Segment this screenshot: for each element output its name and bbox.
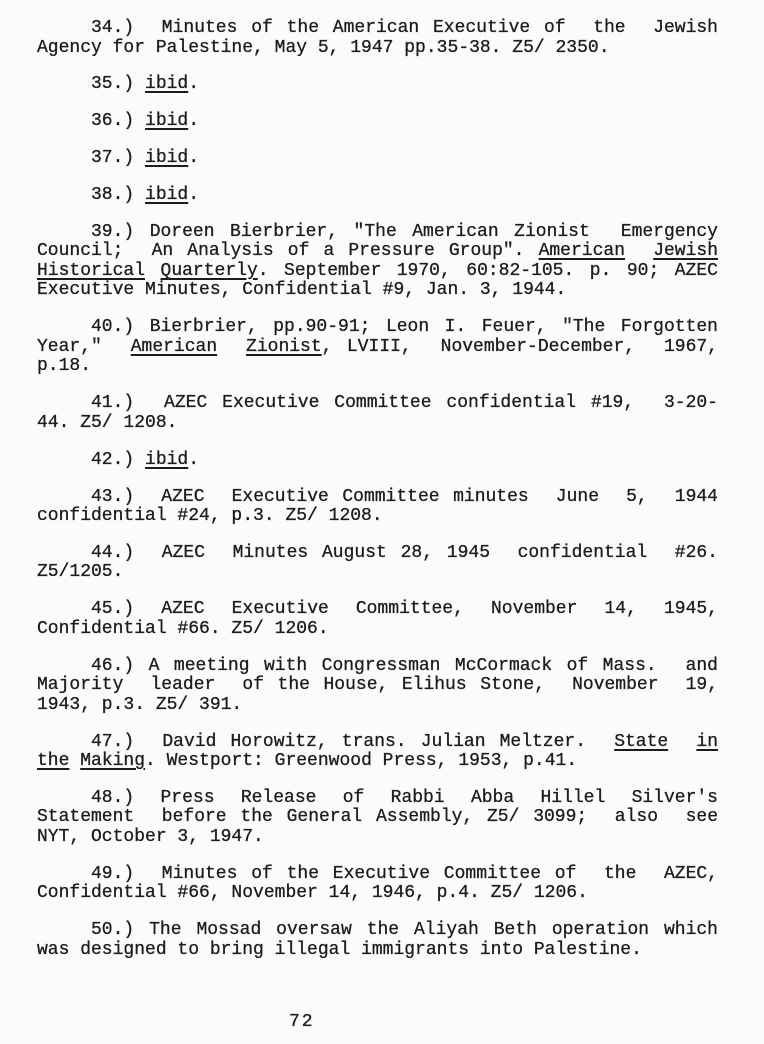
- footnote-line: [37, 696, 718, 716]
- text-run: NYT, October 3, 1947.: [37, 826, 264, 847]
- footnote-line: [37, 620, 718, 640]
- footnote-39: [37, 223, 718, 301]
- underlined-citation-text: Quarterly: [160, 260, 258, 281]
- text-run: 34.) Minutes of the American Executive of the Jewish: [91, 18, 718, 38]
- footnote-line: [37, 39, 718, 59]
- text-run: , LVIII, November-December, 1967,: [321, 336, 718, 357]
- text-run: 39.) Doreen Bierbrier, "The American Zionist Emergency: [91, 221, 718, 242]
- text-run: Z5/1205.: [37, 562, 124, 583]
- footnote-43: [37, 488, 718, 527]
- underlined-citation-text: ibid: [145, 74, 189, 95]
- footnote-line: [37, 281, 718, 301]
- text-run: . September 1970, 60:82-105. p. 90; AZEC: [257, 260, 718, 281]
- text-run: 40.) Bierbrier, pp.90-91; Leon I. Feuer, "The Forgotten: [91, 317, 718, 338]
- text-run: Majority leader of the House, Elihus Stone, November 19,: [37, 675, 718, 696]
- footnote-line: [37, 865, 718, 885]
- footnote-line: [37, 733, 718, 753]
- underlined-citation-text: American: [538, 241, 625, 262]
- page-number: 72: [289, 1012, 315, 1032]
- text-run: .: [188, 111, 200, 132]
- footnote-42: [37, 451, 718, 471]
- text-run: .: [188, 185, 200, 206]
- footnote-47: [37, 733, 718, 772]
- underlined-citation-text: American: [130, 336, 218, 357]
- text-run: 42.): [91, 449, 146, 470]
- text-run: Agency for Palestine, May 5, 1947 pp.35-38. Z5/ 2350.: [37, 37, 610, 58]
- text-run: Confidential #66, November 14, 1946, p.4. Z5/ 1206.: [37, 883, 588, 904]
- text-run: 44.) AZEC Minutes August 28, 1945 confidential #26.: [91, 542, 718, 563]
- footnote-line: [37, 488, 718, 508]
- footnote-line: [37, 451, 718, 471]
- footnote-41: [37, 394, 718, 433]
- underlined-citation-text: Jewish: [653, 241, 718, 262]
- footnote-line: [37, 752, 718, 772]
- footnote-38: [37, 186, 718, 206]
- underlined-citation-text: ibid: [145, 111, 189, 132]
- text-run: .: [188, 74, 200, 95]
- text-run: [69, 751, 80, 771]
- footnote-36: [37, 112, 718, 132]
- text-run: Executive Minutes, Confidential #9, Jan. 3, 1944.: [37, 280, 567, 301]
- text-run: p.18.: [37, 356, 92, 377]
- footnote-40: [37, 318, 718, 377]
- text-run: 43.) AZEC Executive Committee minutes June 5, 1944: [91, 486, 718, 507]
- footnote-line: [37, 657, 718, 677]
- footnote-line: [37, 921, 718, 941]
- footnote-line: [37, 789, 718, 809]
- underlined-citation-text: State: [614, 731, 669, 752]
- text-run: 1943, p.3. Z5/ 391.: [37, 694, 243, 715]
- text-run: Year,": [37, 336, 131, 357]
- footnote-line: [37, 600, 718, 620]
- text-run: Confidential #66. Z5/ 1206.: [37, 618, 329, 639]
- underlined-citation-text: in: [696, 731, 718, 752]
- text-run: 46.) A meeting with Congressman McCormack of Mass. and: [91, 655, 718, 676]
- text-run: 49.) Minutes of the Executive Committee of the AZEC,: [91, 863, 718, 884]
- footnote-line: [37, 357, 718, 377]
- footnote-line: [37, 242, 718, 262]
- text-run: . Westport: Greenwood Press, 1953, p.41.: [145, 751, 578, 772]
- footnote-50: [37, 921, 718, 960]
- footnote-line: [37, 563, 718, 583]
- footnote-44: [37, 544, 718, 583]
- footnote-line: [37, 149, 718, 169]
- footnote-list: [37, 19, 718, 978]
- footnote-line: [37, 75, 718, 95]
- text-run: was designed to bring illegal immigrants into Palestine.: [37, 939, 642, 960]
- text-run: 48.) Press Release of Rabbi Abba Hillel Silver's: [91, 787, 718, 808]
- underlined-citation-text: Making: [80, 751, 146, 772]
- footnote-46: [37, 657, 718, 716]
- footnote-48: [37, 789, 718, 848]
- text-run: [625, 241, 653, 261]
- text-run: .: [188, 449, 200, 470]
- text-run: 38.): [91, 185, 146, 206]
- text-run: Council; An Analysis of a Pressure Group".: [37, 241, 539, 262]
- footnote-line: [37, 186, 718, 206]
- footnote-line: [37, 338, 718, 358]
- underlined-citation-text: Historical: [37, 260, 146, 281]
- footnote-line: [37, 828, 718, 848]
- footnote-line: [37, 507, 718, 527]
- text-run: [145, 261, 161, 281]
- underlined-citation-text: ibid: [145, 148, 189, 169]
- underlined-citation-text: Zionist: [246, 336, 322, 357]
- text-run: 44. Z5/ 1208.: [37, 412, 178, 433]
- underlined-citation-text: the: [37, 751, 70, 772]
- footnote-line: [37, 223, 718, 243]
- text-run: 50.) The Mossad oversaw the Aliyah Beth operation which: [91, 920, 718, 941]
- text-run: 41.) AZEC Executive Committee confidential #19, 3-20-: [91, 393, 718, 414]
- footnote-line: [37, 318, 718, 338]
- text-run: 47.) David Horowitz, trans. Julian Meltzer.: [91, 731, 615, 752]
- footnote-line: [37, 884, 718, 904]
- text-run: 36.): [91, 111, 146, 132]
- footnote-35: [37, 75, 718, 95]
- footnote-line: [37, 941, 718, 961]
- footnote-45: [37, 600, 718, 639]
- footnote-line: [37, 394, 718, 414]
- footnote-49: [37, 865, 718, 904]
- underlined-citation-text: ibid: [145, 449, 189, 470]
- footnote-line: [37, 808, 718, 828]
- text-run: 37.): [91, 148, 146, 169]
- footnote-37: [37, 149, 718, 169]
- underlined-citation-text: ibid: [145, 185, 189, 206]
- footnote-line: [37, 676, 718, 696]
- text-run: 45.) AZEC Executive Committee, November 14, 1945,: [91, 599, 718, 620]
- footnote-line: [37, 544, 718, 564]
- footnote-line: [37, 262, 718, 282]
- footnote-34: [37, 19, 718, 58]
- footnote-line: [37, 112, 718, 132]
- text-run: [217, 337, 246, 357]
- text-run: confidential #24, p.3. Z5/ 1208.: [37, 506, 383, 527]
- footnote-line: [37, 19, 718, 39]
- text-run: .: [188, 148, 200, 169]
- footnote-line: [37, 414, 718, 434]
- text-run: Statement before the General Assembly, Z5/ 3099; also see: [37, 807, 718, 828]
- text-run: [668, 732, 696, 752]
- text-run: 35.): [91, 74, 146, 95]
